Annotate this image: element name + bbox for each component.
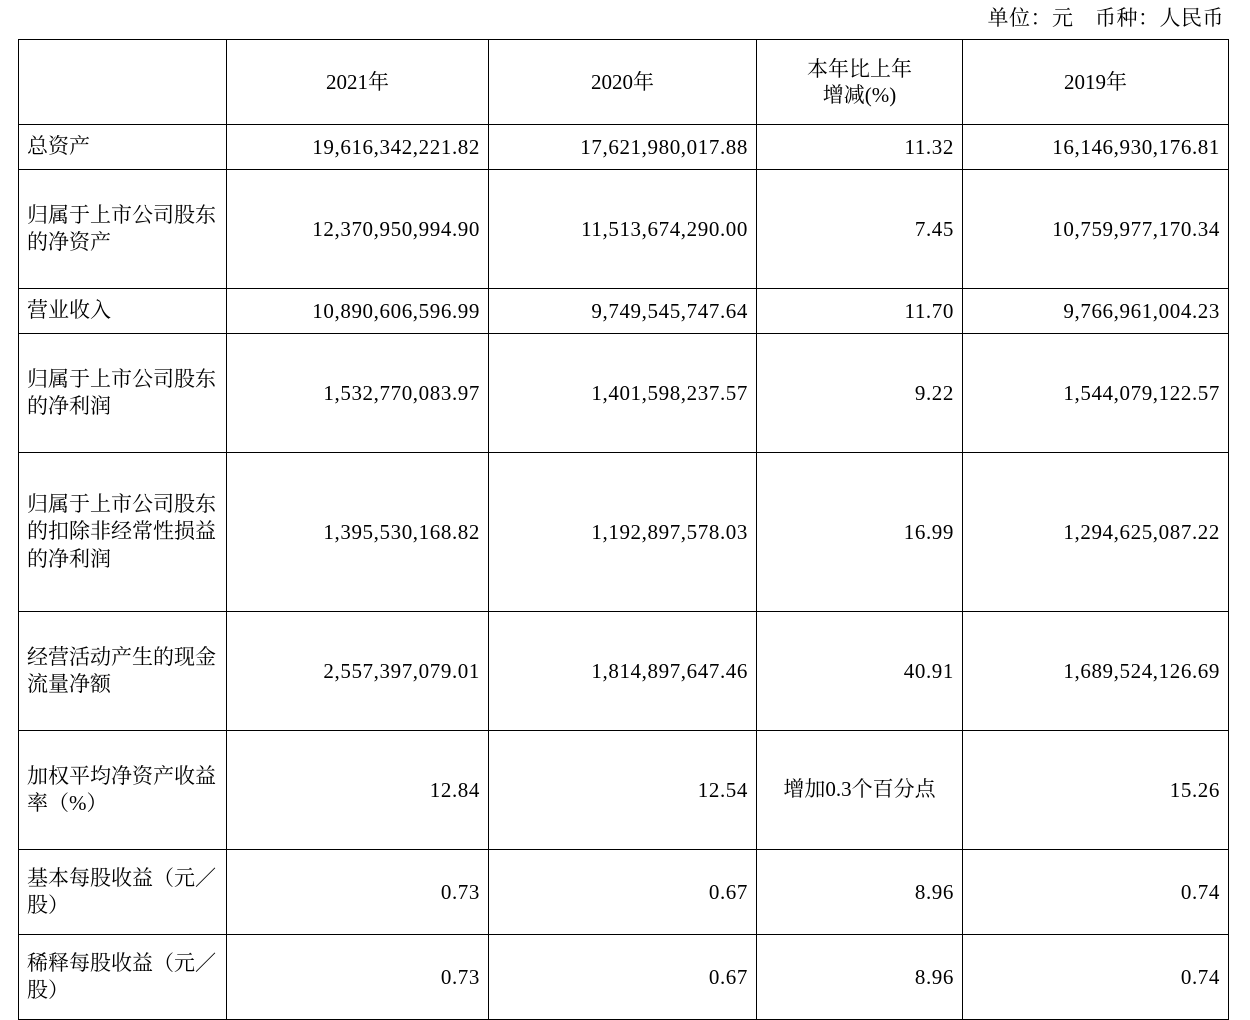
cell-2020: 9,749,545,747.64 [489,289,757,334]
column-header-2019: 2019年 [963,40,1229,125]
column-header-2020: 2020年 [489,40,757,125]
cell-change: 增加0.3个百分点 [757,731,963,850]
cell-2021: 2,557,397,079.01 [227,612,489,731]
table-row [19,731,1229,850]
financial-summary-table [18,39,1229,1020]
cell-2019: 1,544,079,122.57 [963,334,1229,453]
cell-2020: 0.67 [489,935,757,1020]
table-body [19,125,1229,1020]
cell-2020: 1,192,897,578.03 [489,453,757,612]
cell-2021: 12,370,950,994.90 [227,170,489,289]
cell-2021: 12.84 [227,731,489,850]
row-label: 总资产 [19,125,227,170]
table-row [19,170,1229,289]
table-row [19,850,1229,935]
cell-2019: 1,294,625,087.22 [963,453,1229,612]
column-header-change-line1: 本年比上年 [807,56,912,81]
row-label: 归属于上市公司股东的净利润 [19,334,227,453]
row-label: 营业收入 [19,289,227,334]
cell-2020: 1,814,897,647.46 [489,612,757,731]
cell-change: 40.91 [757,612,963,731]
column-header-blank [19,40,227,125]
cell-change: 9.22 [757,334,963,453]
row-label: 归属于上市公司股东的净资产 [19,170,227,289]
table-row [19,125,1229,170]
cell-2019: 1,689,524,126.69 [963,612,1229,731]
cell-2020: 11,513,674,290.00 [489,170,757,289]
cell-2020: 0.67 [489,850,757,935]
cell-2019: 0.74 [963,850,1229,935]
cell-change: 8.96 [757,935,963,1020]
cell-2021: 0.73 [227,850,489,935]
row-label: 稀释每股收益（元／股） [19,935,227,1020]
cell-2020: 12.54 [489,731,757,850]
table-row [19,289,1229,334]
column-header-change-line2: 增减(%) [822,83,897,107]
table-row [19,334,1229,453]
cell-2019: 0.74 [963,935,1229,1020]
table-head [19,40,1229,125]
cell-change: 16.99 [757,453,963,612]
row-label: 归属于上市公司股东的扣除非经常性损益的净利润 [19,453,227,612]
table-row [19,935,1229,1020]
column-header-2021: 2021年 [227,40,489,125]
cell-2019: 16,146,930,176.81 [963,125,1229,170]
cell-2020: 1,401,598,237.57 [489,334,757,453]
cell-change: 11.32 [757,125,963,170]
cell-2021: 0.73 [227,935,489,1020]
table-row [19,612,1229,731]
cell-change: 7.45 [757,170,963,289]
cell-2019: 9,766,961,004.23 [963,289,1229,334]
cell-2019: 10,759,977,170.34 [963,170,1229,289]
table-row [19,453,1229,612]
table-header-row [19,40,1229,125]
column-header-change [757,40,963,125]
cell-2021: 10,890,606,596.99 [227,289,489,334]
cell-2020: 17,621,980,017.88 [489,125,757,170]
cell-2019: 15.26 [963,731,1229,850]
row-label: 基本每股收益（元／股） [19,850,227,935]
cell-change: 8.96 [757,850,963,935]
cell-2021: 19,616,342,221.82 [227,125,489,170]
row-label: 加权平均净资产收益率（%） [19,731,227,850]
unit-currency-note: 单位：元 币种：人民币 [987,6,1224,30]
cell-2021: 1,532,770,083.97 [227,334,489,453]
cell-change: 11.70 [757,289,963,334]
cell-2021: 1,395,530,168.82 [227,453,489,612]
row-label: 经营活动产生的现金流量净额 [19,612,227,731]
